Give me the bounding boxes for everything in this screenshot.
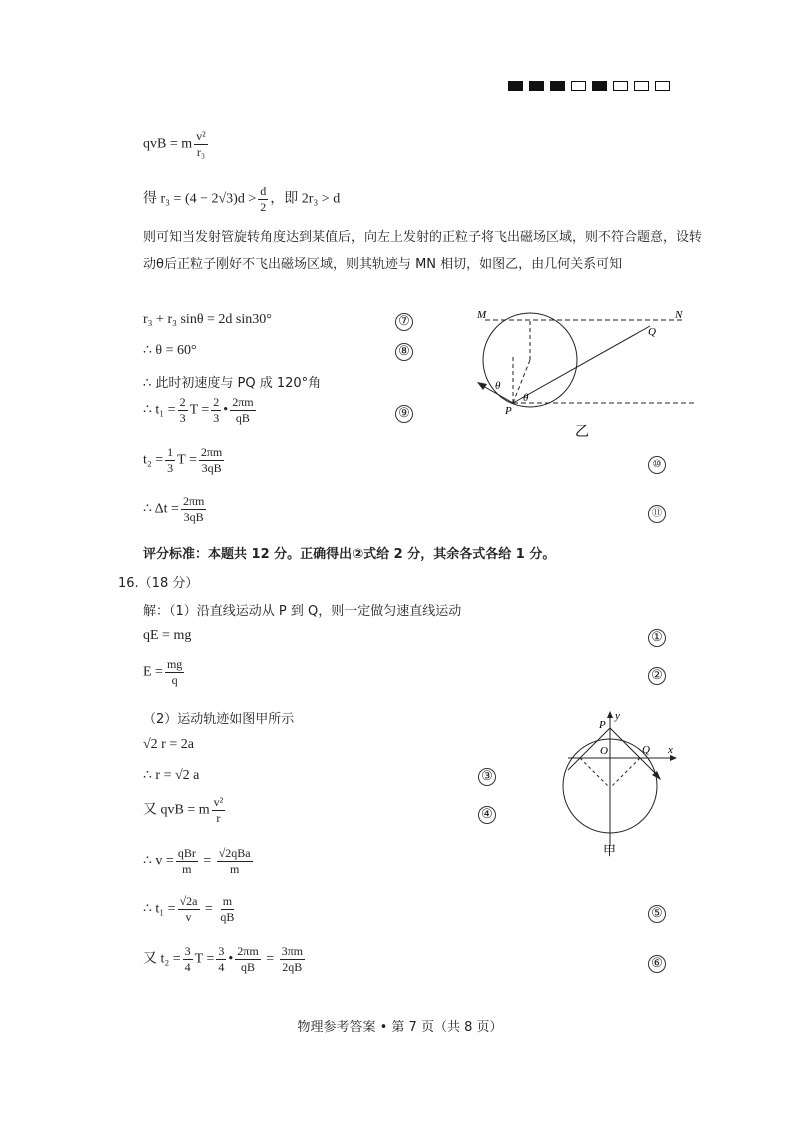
eq-number-8: ⑧ xyxy=(395,343,413,361)
equation-8: ∴ θ = 60° xyxy=(143,343,197,358)
marker-block xyxy=(613,81,628,91)
eq-number-4: ④ xyxy=(478,806,496,824)
part2-intro: 解：（1）沿直线运动从 P 到 Q，则一定做匀速直线运动 xyxy=(143,604,462,619)
marker-block xyxy=(529,81,544,91)
eq-number-7: ⑦ xyxy=(395,313,413,331)
label-n: N xyxy=(675,309,683,321)
marker-block xyxy=(592,81,607,91)
marker-block xyxy=(550,81,565,91)
marker-block xyxy=(655,81,670,91)
label-x: x xyxy=(668,744,673,756)
equation-5: ∴ t₁ = $\frac{√2a}{v}$ = $\frac{m}{qB}$ xyxy=(143,894,235,924)
label-p: P xyxy=(505,405,512,417)
label-m: M xyxy=(477,309,487,321)
label-y: y xyxy=(615,710,620,722)
label-q: Q xyxy=(642,744,650,756)
y-axis-arrow xyxy=(607,711,613,718)
note-initial-velocity: ∴ 此时初速度与 PQ 成 120°角 xyxy=(143,376,322,391)
equation-6: 又 t₂ = $\frac{3}{4}$ T = $\frac{3}{4}$ • $\frac{2\pi m}{qB}$ = $\frac{3\pi m}{2qB}$ xyxy=(143,944,303,974)
equation-7: r₃ + r₃ sinθ = 2d sin30° xyxy=(143,312,272,327)
figure-caption-jia: 甲 xyxy=(603,844,617,858)
marker-block xyxy=(634,81,649,91)
label-p: P xyxy=(599,719,606,731)
eq-number-10: ⑩ xyxy=(648,456,666,474)
figure-yi xyxy=(465,302,695,442)
explanation-paragraph: 则可知当发射管旋转角度达到某值后，向左上发射的正粒子将飞出磁场区域，则不符合题意，设转动θ后正粒子刚好不飞出磁场区域，则其轨迹与 MN 相切，如图乙，由几何关系可知 xyxy=(143,230,703,272)
eq-number-5: ⑤ xyxy=(648,905,666,923)
equation-11: ∴ Δt = $\frac{2\pi m}{3qB}$ xyxy=(143,494,205,524)
page-footer: 物理参考答案 • 第 7 页（共 8 页） xyxy=(297,1020,503,1035)
pq-line xyxy=(610,728,640,758)
equation-4: 又 qvB = m $\frac{\text{v²}}{r}$ xyxy=(143,795,224,825)
equation-r3-result: 得 r₃ = (4 − 2√3)d > $\frac{d}{2}$ ，即 2r₃ > d xyxy=(143,184,341,214)
arrow-head xyxy=(477,382,487,390)
marker-block xyxy=(508,81,523,91)
eq-number-11: ⑪ xyxy=(648,505,666,523)
marker-block xyxy=(571,81,586,91)
equation-2: E = $\frac{mg}{q}$ xyxy=(143,657,183,687)
problem-16-title: 16.（18 分） xyxy=(118,576,199,591)
figure-caption-yi: 乙 xyxy=(575,424,589,440)
label-o: O xyxy=(600,745,608,757)
equation-3: ∴ r = √2 a xyxy=(143,768,200,783)
eq-number-2: ② xyxy=(648,667,666,685)
equation-force: qvB = m $\frac{\text{v²}}{\text{r₃}}$ xyxy=(143,129,206,159)
page-marker-blocks xyxy=(508,79,676,95)
equation-9: ∴ t₁ = $\frac{2}{3}$ T = $\frac{2}{3}$ • $\frac{2\pi m}{qB}$ xyxy=(143,395,254,425)
part2-sub2: （2）运动轨迹如图甲所示 xyxy=(143,712,295,727)
label-theta-1: θ xyxy=(495,380,501,392)
line-pq xyxy=(513,326,650,403)
figure-jia xyxy=(560,708,680,858)
equation-1: qE = mg xyxy=(143,628,192,643)
scoring-standard: 评分标准：本题共 12 分。正确得出②式给 2 分，其余各式各给 1 分。 xyxy=(143,547,556,562)
eq-number-1: ① xyxy=(648,629,666,647)
label-q: Q xyxy=(648,326,656,338)
eq-number-3: ③ xyxy=(478,768,496,786)
label-theta-2: θ xyxy=(523,392,529,404)
equation-10: t₂ = $\frac{1}{3}$ T = $\frac{2\pi m}{3qB}$ xyxy=(143,445,223,475)
eq-number-6: ⑥ xyxy=(648,955,666,973)
eq-number-9: ⑨ xyxy=(395,405,413,423)
equation-a: √2 r = 2a xyxy=(143,737,194,752)
dashed-radius-right xyxy=(610,758,640,788)
dashed-radius-left xyxy=(580,758,610,788)
equation-v: ∴ v = $\frac{\text{qBr}}{m}$ = $\frac{\text{√2qBa}}{m}$ xyxy=(143,846,251,876)
